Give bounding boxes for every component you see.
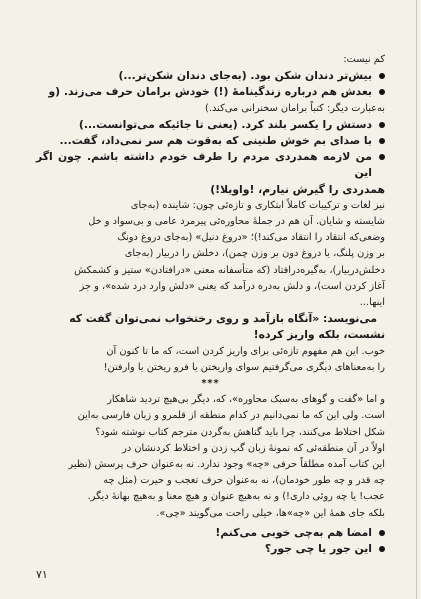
bullet-dot-icon xyxy=(379,122,385,128)
bullet-item xyxy=(36,84,385,100)
text-line: و اما «گفت و گوهای به‌سبک محاوره»، که، دیگر بی‌هیچ تردید شاهکار xyxy=(107,394,385,406)
text-line: چه قدر و چه طور خودمان)، نه به‌عنوان حرف تعجب و حیرت (مثل چه xyxy=(103,475,385,487)
bullet-text: بعدش هم درباره زندگینامهٔ (!) خودش برامان حرف می‌زند. (و xyxy=(48,85,372,99)
text-line: را به‌معناهای دیگری می‌گرفتیم سوای واریختن یا فرو ریختن یا وارفتن! xyxy=(103,361,385,373)
text-line: اولاً در آن منطقه‌ئی که نمونهٔ زبان گپ زدن و اختلاط کردنشان در xyxy=(122,442,385,454)
text-line: شایسته و شایان. آن هم در جملهٔ محاوره‌ئی پیرمرد عامی و بی‌سواد و خل xyxy=(88,216,385,228)
text-line: نیز لغات و ترکیبات کاملاً ابتکاری و تازه‌ئی چون: شاینده (به‌جای xyxy=(130,199,385,211)
text-line: بر وزن پلنگ، یا دروغ دون بر وزن چمن)، دخلش را دربیار (به‌جای xyxy=(124,248,385,260)
bullet-text: با صدای بم خوش طنینی که به‌قوت هم سر نمی‌داد، گفت... xyxy=(59,134,372,148)
bullet-dot-icon xyxy=(379,89,385,95)
bullet-text: من لازمه همدردی مردم را طرف خودم داشته باشم. چون اگر این xyxy=(36,150,372,180)
text-line: اینها... xyxy=(359,297,385,309)
text-line: کم نیست: xyxy=(343,54,385,65)
text-line: خوب. این هم مفهوم تازه‌ئی برای واریز کردن است، که ما تا کنون آن xyxy=(106,345,385,357)
bullet-text: این جور یا چی جور؟ xyxy=(264,542,372,556)
bullet-dot-icon xyxy=(379,530,385,536)
text-line: آغاز کردن است)، و دلش به‌دره درآمد که یعنی «دلش وارد درد شده»، و جز xyxy=(79,280,385,292)
bullet-item xyxy=(36,525,385,541)
text-line: این کتاب آمده مطلقاً حرفی «چه» وجود ندارد. نه به‌عنوان حرف پرسش (نظیر xyxy=(68,459,385,471)
bullet-dot-icon xyxy=(379,138,385,144)
bullet-item xyxy=(36,541,385,557)
bullet-text: امضا هم به‌چی خوبی می‌کنم! xyxy=(215,525,372,539)
text-line: عجب! یا چه روئی داری!) و نه به‌هیچ عنوان و هیچ معنا و به‌هیچ بهانهٔ دیگر. xyxy=(87,491,385,503)
bullet-text: بیش‌تر دندان شکن بود. (به‌جای دندان شکن‌تر...) xyxy=(118,69,372,83)
quote-line: نشست، بلکه واریز کرده! xyxy=(253,328,385,342)
quote-line: می‌نویسد: «آنگاه بازآمد و روی رختخواب نمی‌توان گفت که xyxy=(69,312,377,326)
text-line: همدردی را گیرش نیارم، !واویلا!) xyxy=(210,182,385,196)
bullet-item xyxy=(36,149,385,181)
page-number: ۷۱ xyxy=(36,568,48,581)
bullet-text: دستش را یکسر بلند کرد. (یعنی تا جائیکه می‌توانست...) xyxy=(78,117,372,131)
section-separator: *** xyxy=(201,378,220,390)
bullet-dot-icon xyxy=(379,154,385,160)
text-line: وضعی‌که انتقاد را انتقاد می‌کند!)؛ «دروغ دنبل» (به‌جای دروغ دونگ xyxy=(117,232,385,244)
text-line: است. ولی این که ما نمی‌دانیم در کدام منطقه از قلمرو و زبان فارسی به‌این xyxy=(77,410,385,422)
bullet-item xyxy=(36,117,385,133)
text-line: دخلش‌دربیار)، به‌گیره‌درافتاد (که متأسفانه معنی «درافتادن» ستیز و کشمکش xyxy=(74,264,385,276)
page-text xyxy=(36,52,385,557)
text-line: به‌عبارت دیگر: کتباً برامان سخنرانی می‌کند.) xyxy=(205,102,385,114)
page-edge-line xyxy=(416,0,417,599)
bullet-dot-icon xyxy=(379,73,385,79)
text-line: بلکه جای همهٔ این «چه»ها، خیلی راحت می‌گویند «چی». xyxy=(156,507,385,519)
bullet-dot-icon xyxy=(379,546,385,552)
bullet-item xyxy=(36,68,385,84)
bullet-item xyxy=(36,133,385,149)
text-line: شکل اختلاط می‌کنند، چرا باید گناهش به‌گردن مترجم کتاب نوشته شود؟ xyxy=(95,426,385,438)
